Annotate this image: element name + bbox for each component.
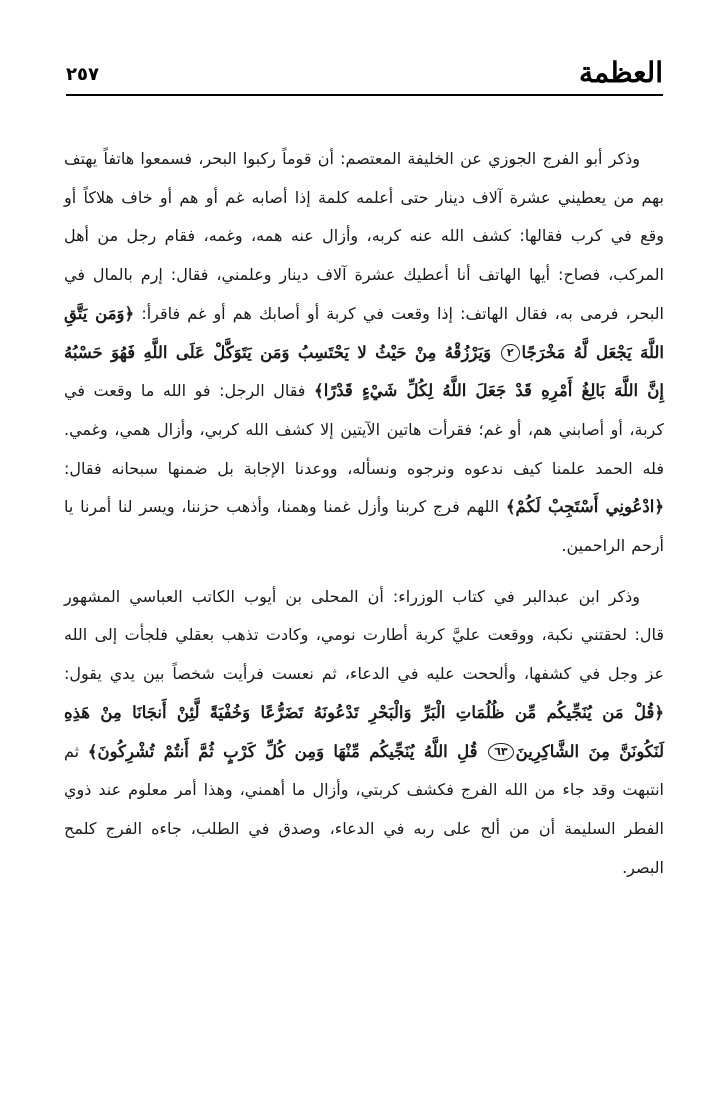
page-number: ٢٥٧ <box>66 64 99 85</box>
quran-verse: وَيَرْزُقْهُ مِنْ حَيْثُ لا يَحْتَسِبُ وَمَن يَتَوَكَّلْ عَلَى اللَّهِ فَهُوَ حَسْبُهُ إِنَّ اللَّهَ بَالِغُ أَمْرِهِ قَدْ جَعَلَ اللَّهُ لِكُلِّ شَيْءٍ قَدْرًا <box>64 342 665 401</box>
body-text: وذكر ابن عبدالبر في كتاب الوزراء: أن المحلى بن أيوب الكاتب العباسي المشهور قال: لحقتني نكبة، ووقعت عليَّ كربة أطارت نومي، وكادت تذهب بعقلي فلجأت إلى الله عز وجل في كشفها، وألححت عليه في الدعاء، ثم نعست فرأيت شخصاً بين يدي يقول: <box>64 586 664 684</box>
quran-verse: ادْعُونِي أَسْتَجِبْ لَكُمْ <box>515 497 655 517</box>
body-text: فقال الرجل: فو الله ما وقعت في كربة، أو أصابني هم، أو غم؛ فقرأت هاتين الآيتين إلا كشف الله كربي، وأزال همي، وغمي. فله الحمد علمنا كيف ندعوه ونرجوه ونسأله، ووعدنا الإجابة بل ضمنها سبحانه فقال: <box>64 381 664 478</box>
paragraph <box>64 140 664 566</box>
ornate-bracket: ﴾ <box>87 741 98 761</box>
ornate-bracket: ﴿ <box>654 497 665 517</box>
body-text: ثم انتبهت وقد جاء من الله الفرج فكشف كربتي، وأزال ما أهمني، وهذا أمر معلوم عند ذوي الفطر السليمة أن من ألح على ربه في الدعاء، وصدق في الطلب، جاءه الفرج كلمح البصر. <box>64 741 664 877</box>
chapter-title: العظمة <box>579 56 663 89</box>
header-rule <box>66 94 663 96</box>
paragraph <box>64 578 664 888</box>
ornate-bracket: ﴾ <box>314 381 324 401</box>
body-text: وذكر أبو الفرج الجوزي عن الخليفة المعتصم: أن قوماً ركبوا البحر، فسمعوا هاتفاً يهتف بهم من يعطيني عشرة آلاف دينار حتى أعلمه كلمة إذا أصابه غم أو هم أو خاف هلاكاً أو وقع في كرب فقالها: كشف الله عنه كربه، وأزال عنه همه، وغمه، فقام رجل من أهل المركب، فصاح: أيها الهاتف أنا أعطيك عشرة آلاف دينار وعلمني، فقال: إرم بالمال في البحر، فرمى به، فقال الهاتف: إذا وقعت في كربة أو أصابك هم أو غم فاقرأ: <box>64 149 664 323</box>
ornate-bracket: ﴾ <box>505 497 516 517</box>
running-header <box>66 56 663 98</box>
verse-number: ٦٣ <box>488 743 513 761</box>
ornate-bracket: ﴿ <box>654 702 664 722</box>
ornate-bracket: ﴿ <box>124 303 135 323</box>
quran-verse: وَمَن يَتَّقِ اللَّهَ يَجْعَل لَّهُ مَخْرَجًا <box>64 303 665 362</box>
quran-verse: قُلِ اللَّهُ يُنَجِّيكُم مِّنْهَا وَمِن كُلِّ كَرْبٍ ثُمَّ أَنتُمْ تُشْرِكُونَ <box>97 741 478 761</box>
quran-verse: قُلْ مَن يُنَجِّيكُم مِّن ظُلُمَاتِ الْبَرِّ وَالْبَحْرِ تَدْعُونَهُ تَضَرُّعًا وَخُفْيَةً لَّئِنْ أَنجَانَا مِنْ هَذِهِ لَنَكُونَنَّ مِنَ الشَّاكِرِينَ <box>64 702 665 761</box>
body-text: اللهم فرج كربنا وأزل غمنا وهمنا، وأذهب حزننا، ويسر لنا أمرنا يا أرحم الراحمين. <box>64 497 664 556</box>
verse-number: ٢ <box>501 344 520 362</box>
page-body <box>64 140 664 887</box>
